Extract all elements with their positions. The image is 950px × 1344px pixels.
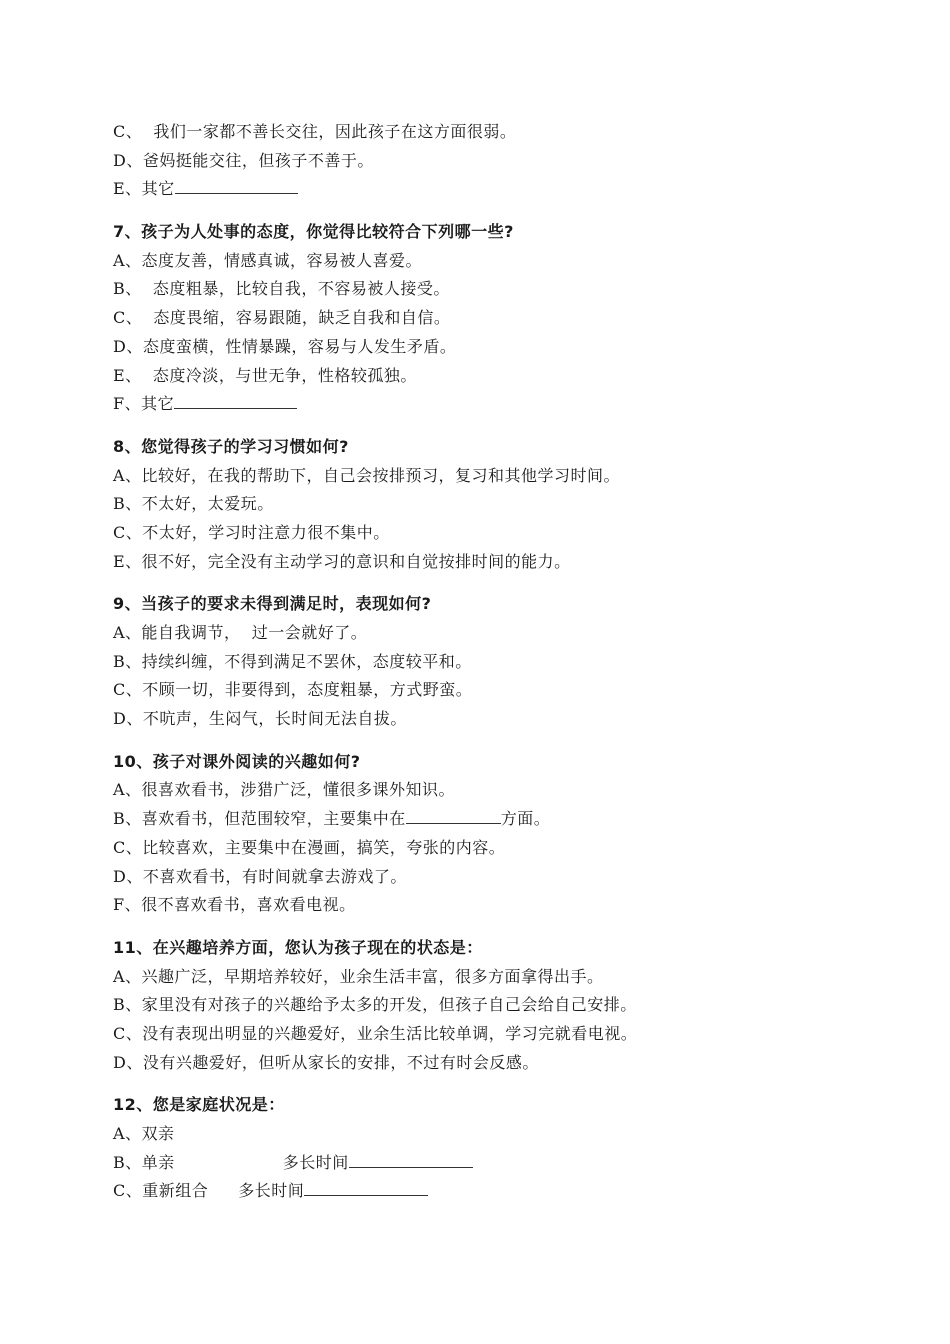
option-e-label: E、其它 — [113, 179, 175, 199]
question-10 — [113, 748, 853, 920]
question-title: 12、您是家庭状况是： — [113, 1095, 285, 1115]
option-f-label: F、其它 — [113, 394, 175, 414]
option-b: B、 态度粗暴，比较自我，不容易被人接受。 — [113, 279, 450, 299]
option-e: E、 态度冷淡，与世无争，性格较孤独。 — [113, 365, 417, 385]
option-b — [113, 805, 853, 834]
option-c: C、比较喜欢，主要集中在漫画，搞笑，夸张的内容。 — [113, 837, 506, 857]
option-a: A、很喜欢看书，涉猎广泛，懂很多课外知识。 — [113, 780, 456, 800]
option-e: E、很不好，完全没有主动学习的意识和自觉按排时间的能力。 — [113, 551, 571, 571]
question-12 — [113, 1091, 853, 1206]
option-c: C、没有表现出明显的兴趣爱好，业余生活比较单调，学习完就看电视。 — [113, 1023, 638, 1043]
option-e — [113, 175, 853, 204]
question-8 — [113, 433, 853, 576]
question-11 — [113, 934, 853, 1077]
option-d: D、不吭声，生闷气，长时间无法自拔。 — [113, 709, 407, 729]
question-title: 9、当孩子的要求未得到满足时，表现如何? — [113, 594, 432, 614]
questionnaire-page — [113, 118, 853, 1206]
fill-blank — [304, 1179, 428, 1196]
option-a: A、态度友善，情感真诚，容易被人喜爱。 — [113, 250, 423, 270]
option-b: B、持续纠缠，不得到满足不罢休，态度较平和。 — [113, 651, 472, 671]
fill-blank — [174, 392, 297, 409]
option-f — [113, 390, 853, 419]
option-f: F、很不喜欢看书，喜欢看电视。 — [113, 895, 356, 915]
fill-blank — [349, 1151, 473, 1168]
option-b-label: B、喜欢看书，但范围较窄，主要集中在 — [113, 809, 406, 829]
question-title: 7、孩子为人处事的态度，你觉得比较符合下列哪一些? — [113, 222, 514, 242]
duration-label: 多长时间 — [238, 1181, 305, 1201]
fill-blank — [406, 807, 501, 824]
option-b — [113, 1149, 853, 1178]
option-d: D、没有兴趣爱好，但听从家长的安排，不过有时会反感。 — [113, 1052, 539, 1072]
option-d: D、不喜欢看书，有时间就拿去游戏了。 — [113, 866, 407, 886]
option-a: A、能自我调节， 过一会就好了。 — [113, 623, 368, 642]
option-a: A、兴趣广泛，早期培养较好，业余生活丰富，很多方面拿得出手。 — [113, 966, 604, 986]
fill-blank — [175, 177, 298, 194]
option-a: A、双亲 — [113, 1124, 175, 1143]
option-c: C、 态度畏缩，容易跟随，缺乏自我和自信。 — [113, 308, 451, 328]
option-b-suffix: 方面。 — [500, 809, 551, 829]
option-c — [113, 1177, 853, 1206]
option-d: D、爸妈挺能交往，但孩子不善于。 — [113, 150, 374, 170]
option-c-label: C、重新组合 — [113, 1181, 209, 1201]
option-c: C、不顾一切，非要得到，态度粗暴，方式野蛮。 — [113, 680, 473, 700]
option-d: D、态度蛮横，性情暴躁，容易与人发生矛盾。 — [113, 336, 457, 356]
option-c: C、不太好，学习时注意力很不集中。 — [113, 522, 390, 542]
option-c: C、 我们一家都不善长交往，因此孩子在这方面很弱。 — [113, 122, 517, 141]
option-a: A、比较好，在我的帮助下，自己会按排预习，复习和其他学习时间。 — [113, 465, 621, 485]
option-b: B、家里没有对孩子的兴趣给予太多的开发，但孩子自己会给自己安排。 — [113, 995, 637, 1015]
question-7 — [113, 218, 853, 419]
option-b-label: B、单亲 — [113, 1152, 175, 1172]
question-6-continued — [113, 118, 853, 204]
duration-label: 多长时间 — [282, 1152, 349, 1172]
question-title: 8、您觉得孩子的学习习惯如何? — [113, 436, 349, 456]
question-9 — [113, 590, 853, 733]
question-title: 10、孩子对课外阅读的兴趣如何? — [113, 751, 361, 771]
question-title: 11、在兴趣培养方面，您认为孩子现在的状态是： — [113, 937, 483, 957]
option-b: B、不太好，太爱玩。 — [113, 494, 274, 514]
